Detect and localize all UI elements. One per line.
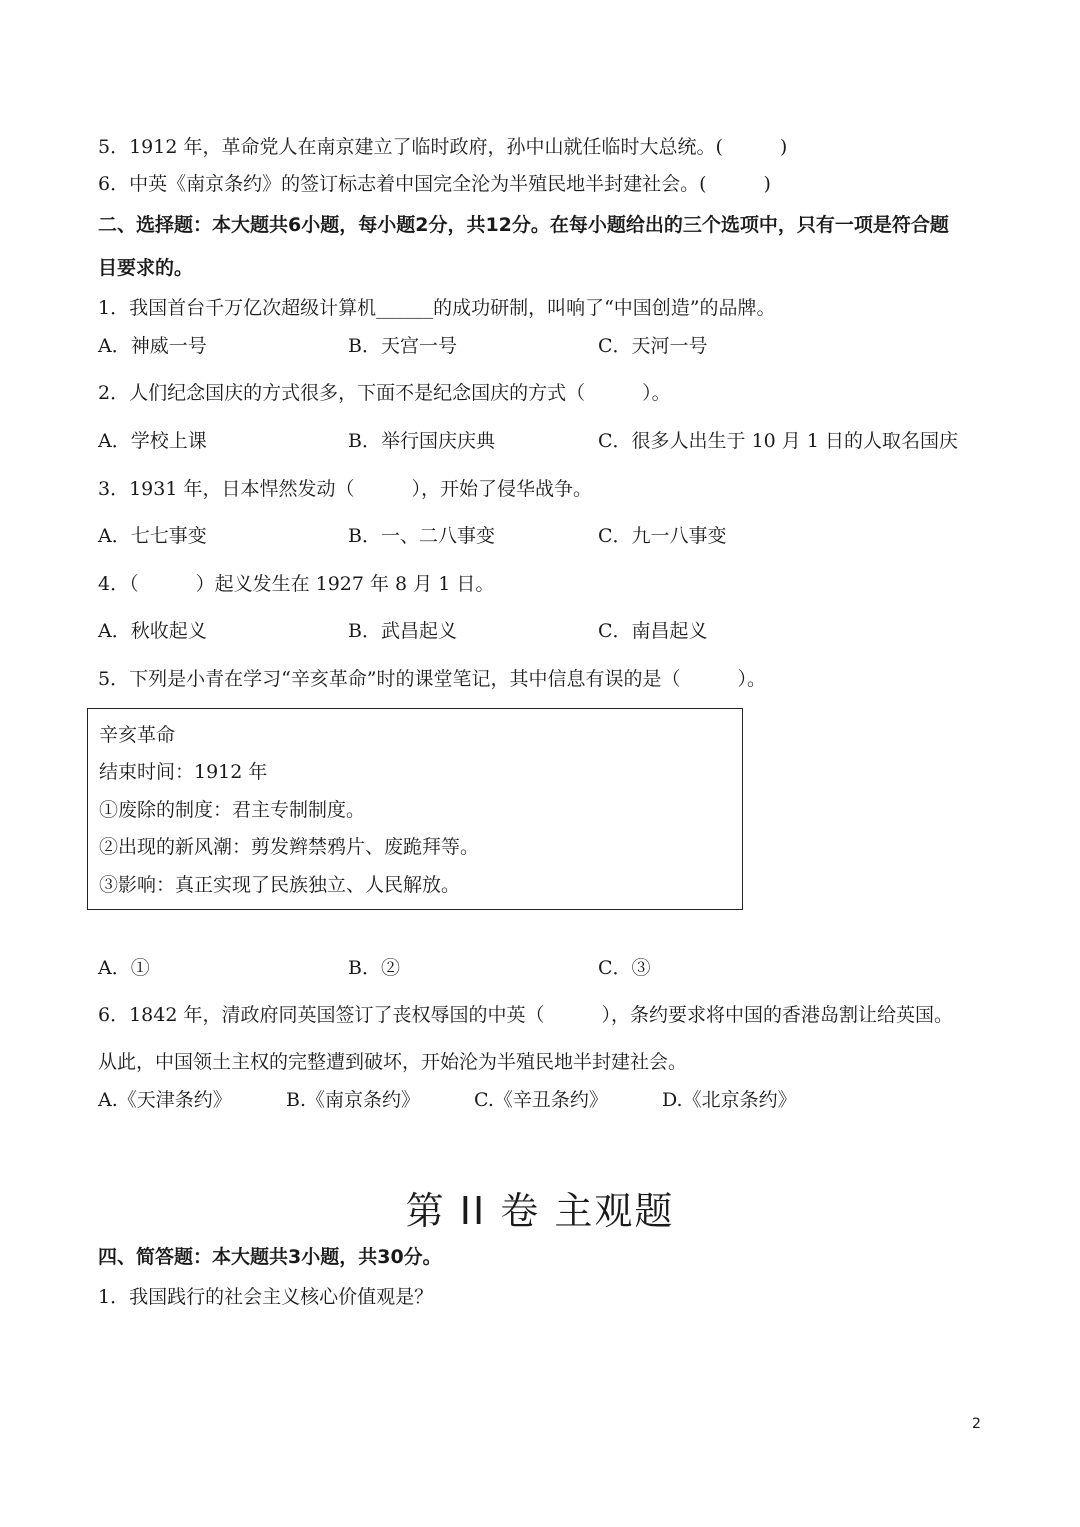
choice-q6-option-c: C.《辛丑条约》 [474,1089,608,1111]
choice-q5-option-c: C．③ [598,957,651,979]
choice-q2-stem: 2．人们纪念国庆的方式很多，下面不是纪念国庆的方式（ ）。 [98,382,671,404]
choice-q5-option-b: B．② [348,957,400,979]
page-number: 2 [972,1416,981,1432]
choice-q1-option-c: C．天河一号 [598,335,708,357]
note-line: 结束时间：1912 年 [99,761,268,783]
section4-heading: 四、简答题：本大题共3小题，共30分。 [98,1246,442,1268]
section2-heading-1: 二、选择题：本大题共6小题，每小题2分，共12分。在每小题给出的三个选项中，只有一项是符合题 [98,214,949,236]
note-line: ③影响：真正实现了民族独立、人民解放。 [99,874,461,896]
choice-q3-option-c: C．九一八事变 [598,525,727,547]
choice-q3-option-b: B．一、二八事变 [348,525,495,547]
choice-q3-stem: 3．1931 年，日本悍然发动（ ），开始了侵华战争。 [98,478,592,500]
choice-q6-option-a: A.《天津条约》 [98,1089,232,1111]
judge-q6: 6．中英《南京条约》的签订标志着中国完全沦为半殖民地半封建社会。( ) [98,173,771,195]
short-answer-q1: 1．我国践行的社会主义核心价值观是？ [98,1286,434,1308]
choice-q4-option-b: B．武昌起义 [348,620,457,642]
choice-q2-option-a: A．学校上课 [98,430,207,452]
note-box [87,708,743,910]
choice-q6-option-b: B.《南京条约》 [286,1089,421,1111]
note-line: ②出现的新风潮：剪发辫禁鸦片、废跪拜等。 [99,836,480,858]
choice-q2-option-b: B．举行国庆庆典 [348,430,495,452]
choice-q5-option-a: A．① [98,957,150,979]
choice-q6-stem-1: 6．1842 年，清政府同英国签订了丧权辱国的中英（ ），条约要求将中国的香港岛割让给英国。 [98,1004,953,1026]
choice-q2-option-c: C．很多人出生于 10 月 1 日的人取名国庆 [598,430,958,452]
choice-q1-option-b: B．天宫一号 [348,335,457,357]
choice-q4-option-c: C．南昌起义 [598,620,708,642]
judge-q5: 5．1912 年，革命党人在南京建立了临时政府，孙中山就任临时大总统。( ) [98,136,788,158]
choice-q1-option-a: A．神威一号 [98,335,207,357]
choice-q6-stem-2: 从此，中国领土主权的完整遭到破坏，开始沦为半殖民地半封建社会。 [98,1051,688,1073]
choice-q1-stem: 1．我国首台千万亿次超级计算机______的成功研制，叫响了“中国创造”的品牌。 [98,297,776,319]
choice-q4-option-a: A．秋收起义 [98,620,207,642]
choice-q4-stem: 4．（ ）起义发生在 1927 年 8 月 1 日。 [98,573,495,595]
choice-q5-stem: 5．下列是小青在学习“辛亥革命”时的课堂笔记，其中信息有误的是（ ）。 [98,668,767,690]
choice-q6-option-d: D.《北京条约》 [662,1089,797,1111]
part2-title: 第 II 卷 主观题 [405,1189,675,1233]
section2-heading-2: 目要求的。 [98,257,194,279]
note-title: 辛亥革命 [99,724,176,746]
note-line: ①废除的制度：君主专制制度。 [99,799,366,821]
choice-q3-option-a: A．七七事变 [98,525,207,547]
